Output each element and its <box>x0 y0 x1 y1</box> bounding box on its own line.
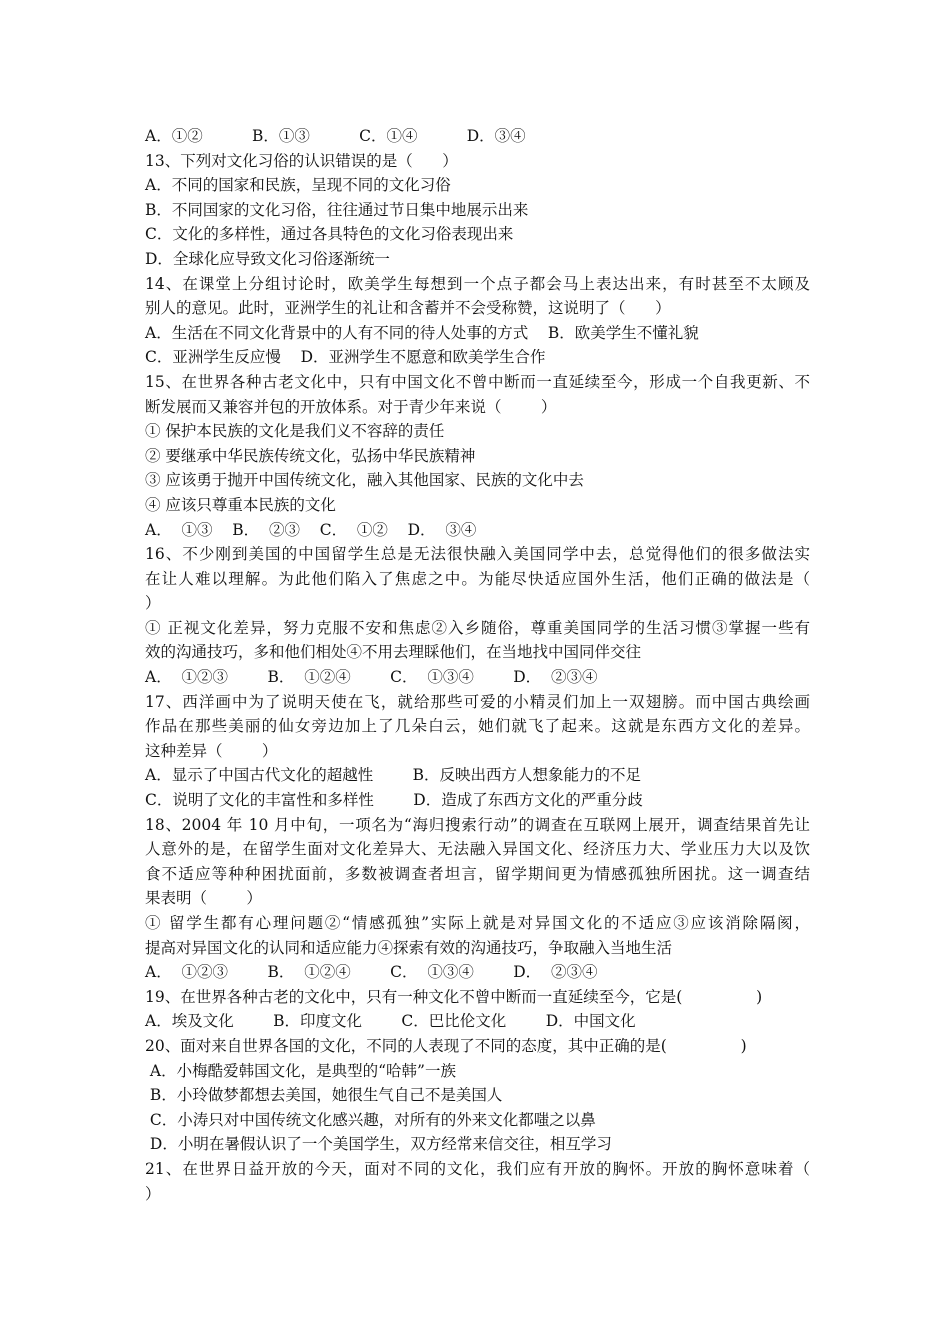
question-21-stem-line-1: 21、在世界日益开放的今天，面对不同的文化，我们应有开放的胸怀。开放的胸怀意味着（ <box>145 1159 810 1178</box>
question-16-stem-line-2: 在让人难以理解。为此他们陷入了焦虑之中。为能尽快适应国外生活，他们正确的做法是（ <box>145 569 810 588</box>
question-16-options: A． ①②③ B． ①②④ C． ①③④ D． ②③④ <box>145 668 598 687</box>
answer-options-line: A．①② B．①③ C．①④ D．③④ <box>145 127 526 145</box>
question-17-options-cd: C．说明了文化的丰富性和多样性 D．造成了东西方文化的严重分歧 <box>145 791 643 810</box>
question-18-stem-line-4: 果表明（ ） <box>145 889 262 908</box>
question-text <box>145 124 810 1206</box>
question-16-statements-line-2: 效的沟通技巧，多和他们相处④不用去理睬他们，在当地找中国同伴交往 <box>145 643 642 662</box>
question-20-option-b: B．小玲做梦都想去美国，她很生气自己不是美国人 <box>145 1086 503 1105</box>
question-14-options-ab: A．生活在不同文化背景中的人有不同的待人处事的方式 B．欧美学生不懂礼貌 <box>145 323 699 342</box>
question-18-stem-line-3: 食不适应等种种困扰面前，多数被调查者坦言，留学期间更为情感孤独所困扰。这一调查结 <box>145 864 810 883</box>
question-13-stem: 13、下列对文化习俗的认识错误的是（ ） <box>145 151 458 170</box>
question-16-statements-line-1: ① 正视文化差异，努力克服不安和焦虑②入乡随俗，尊重美国同学的生活习惯③掌握一些有 <box>145 618 810 637</box>
question-18-statements-line-1: ① 留学生都有心理问题②“情感孤独”实际上就是对异国文化的不适应③应该消除隔阂， <box>145 914 810 932</box>
question-17-stem-line-2: 作品在那些美丽的仙女旁边加上了几朵白云，她们就飞了起来。这就是东西方文化的差异。 <box>145 717 810 736</box>
question-15-stem-line-2: 断发展而又兼容并包的开放体系。对于青少年来说（ ） <box>145 397 557 416</box>
question-20-option-d: D．小明在暑假认识了一个美国学生，双方经常来信交往，相互学习 <box>145 1135 612 1154</box>
question-18-statements-line-2: 提高对异国文化的认同和适应能力④探索有效的沟通技巧，争取融入当地生活 <box>145 938 673 957</box>
question-14-stem-line-2: 别人的意见。此时，亚洲学生的礼让和含蓄并不会受称赞，这说明了（ ） <box>145 299 671 318</box>
question-16-stem-line-3: ） <box>145 594 161 613</box>
question-14-stem-line-1: 14、在课堂上分组讨论时，欧美学生每想到一个点子都会马上表达出来，有时甚至不太顾及 <box>145 274 810 293</box>
question-13-option-c: C．文化的多样性，通过各具特色的文化习俗表现出来 <box>145 225 514 244</box>
question-20-stem: 20、面对来自世界各国的文化，不同的人表现了不同的态度，其中正确的是( ) <box>145 1036 747 1055</box>
question-15-stem-line-1: 15、在世界各种古老文化中，只有中国文化不曾中断而一直延续至今，形成一个自我更新、不 <box>145 372 810 391</box>
question-17-stem-line-3: 这种差异（ ） <box>145 741 278 760</box>
question-16-stem-line-1: 16、不少刚到美国的中国留学生总是无法很快融入美国同学中去，总觉得他们的很多做法实 <box>145 545 810 564</box>
question-18-stem-line-2: 人意外的是，在留学生面对文化差异大、无法融入异国文化、经济压力大、学业压力大以及饮 <box>145 840 810 859</box>
question-15-statement-4: ④ 应该只尊重本民族的文化 <box>145 495 336 514</box>
question-20-option-c: C．小涛只对中国传统文化感兴趣，对所有的外来文化都嗤之以鼻 <box>145 1110 596 1129</box>
question-15-statement-3: ③ 应该勇于抛开中国传统文化，融入其他国家、民族的文化中去 <box>145 471 584 490</box>
question-20-option-a: A．小梅酷爱韩国文化，是典型的“哈韩”一族 <box>145 1061 456 1080</box>
question-15-options: A． ①③ B． ②③ C． ①② D． ③④ <box>145 520 477 539</box>
question-13-option-d: D．全球化应导致文化习俗逐渐统一 <box>145 249 390 268</box>
question-17-stem-line-1: 17、西洋画中为了说明天使在飞，就给那些可爱的小精灵们加上一双翅膀。而中国古典绘画 <box>145 692 810 711</box>
question-13-option-a: A．不同的国家和民族，呈现不同的文化习俗 <box>145 176 451 195</box>
question-19-stem: 19、在世界各种古老的文化中，只有一种文化不曾中断而一直延续至今，它是( ) <box>145 987 763 1006</box>
question-21-stem-line-2: ） <box>145 1184 161 1203</box>
question-15-statement-2: ② 要继承中华民族传统文化，弘扬中华民族精神 <box>145 446 476 465</box>
question-19-options: A．埃及文化 B．印度文化 C．巴比伦文化 D．中国文化 <box>145 1012 636 1031</box>
question-13-option-b: B．不同国家的文化习俗，往往通过节日集中地展示出来 <box>145 200 529 219</box>
question-18-options: A． ①②③ B． ①②④ C． ①③④ D． ②③④ <box>145 963 598 982</box>
question-17-options-ab: A．显示了中国古代文化的超越性 B．反映出西方人想象能力的不足 <box>145 766 642 785</box>
question-15-statement-1: ① 保护本民族的文化是我们义不容辞的责任 <box>145 422 445 441</box>
question-18-stem-line-1: 18、2004 年 10 月中旬，一项名为“海归搜索行动”的调查在互联网上展开，调查结果首先让 <box>145 815 810 834</box>
question-14-options-cd: C．亚洲学生反应慢 D．亚洲学生不愿意和欧美学生合作 <box>145 348 546 367</box>
